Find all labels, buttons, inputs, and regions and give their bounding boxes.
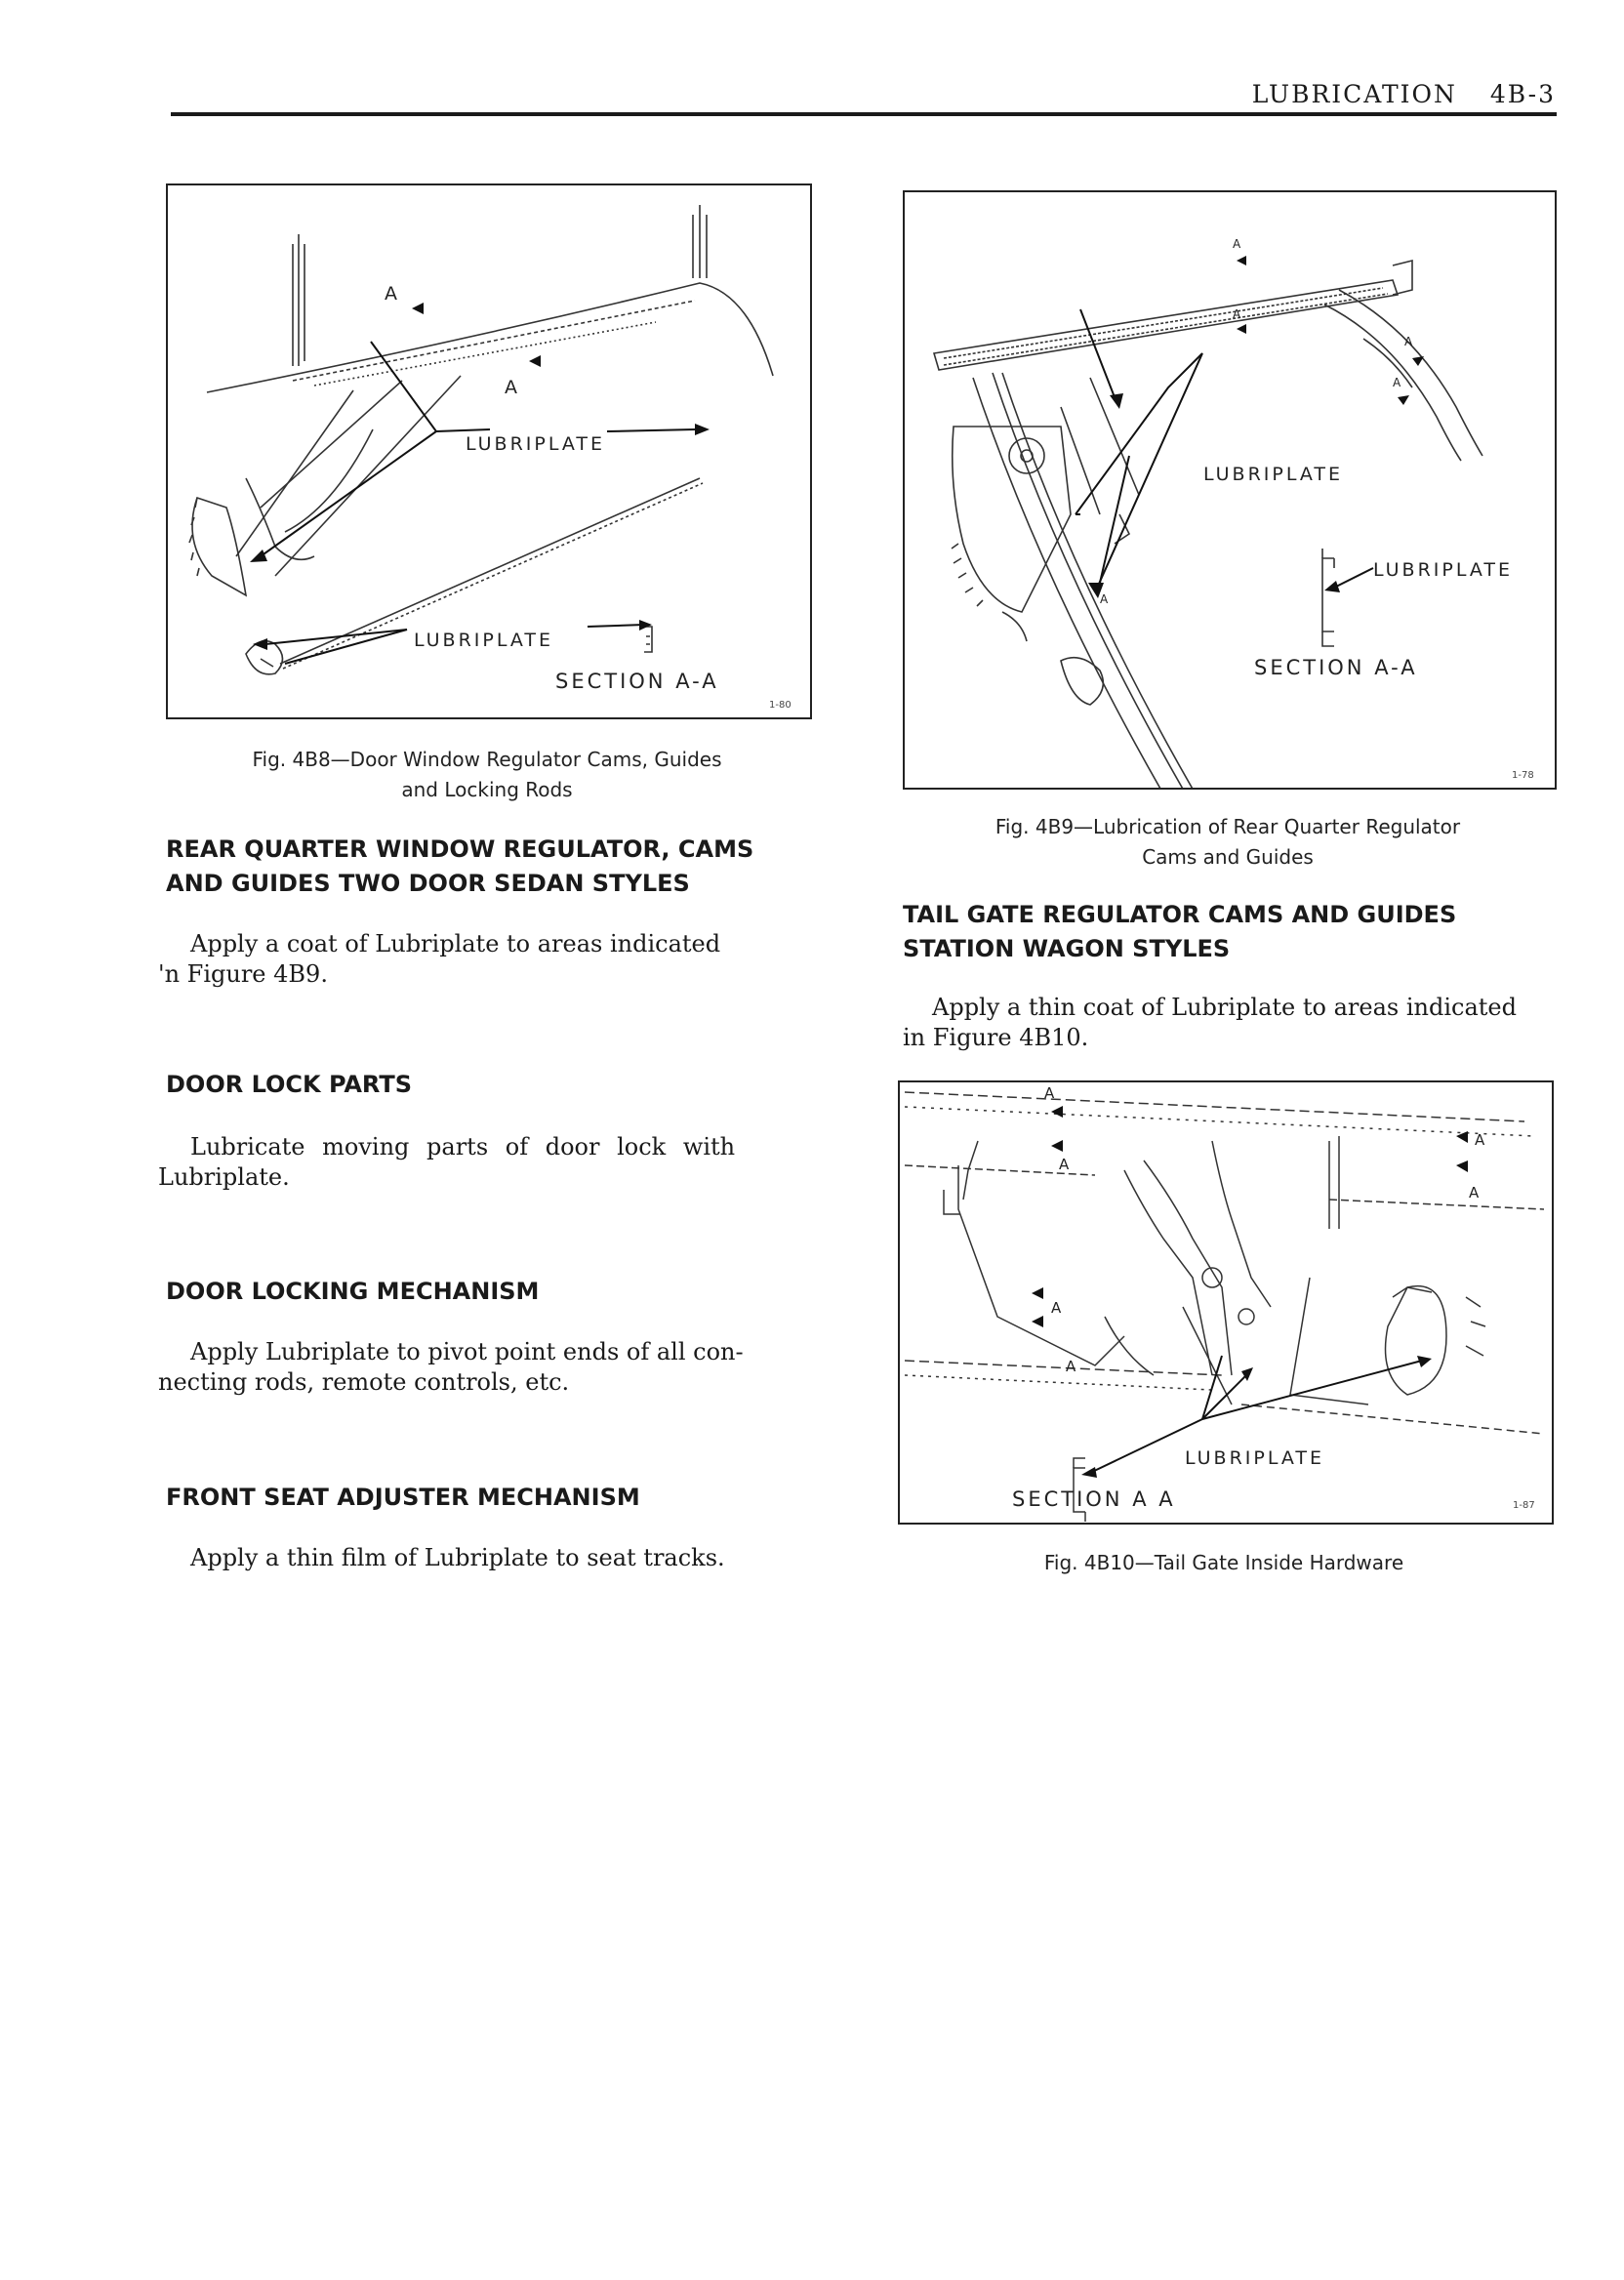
fig3-caption-line-1: Fig. 4B10—Tail Gate Inside Hardware: [1043, 1551, 1404, 1574]
fig3-label-a-6: A: [1066, 1358, 1079, 1375]
body-front-seat-line-1: Apply a thin film of Lubriplate to seat tracks.: [190, 1544, 725, 1571]
figure-4b9-caption: [903, 812, 1553, 873]
fig1-label-lubriplate-upper: LUBRIPLATE: [466, 433, 605, 455]
heading-rear-quarter-window: [166, 833, 753, 901]
fig1-caption-line-1: Fig. 4B8—Door Window Regulator Cams, Guides: [252, 748, 722, 771]
body-rear-quarter-line-2: 'n Figure 4B9.: [158, 960, 328, 988]
fig1-label-a-top: A: [385, 283, 400, 305]
figure-4b10-caption: [898, 1548, 1550, 1578]
header-rule: [171, 112, 1557, 116]
body-door-lock-parts: [158, 1132, 812, 1193]
body-tail-gate-line-1: Apply a thin coat of Lubriplate to areas indicated: [932, 994, 1517, 1021]
body-rear-quarter-line-1: Apply a coat of Lubriplate to areas indicated: [190, 930, 721, 957]
body-front-seat-adjuster: [158, 1543, 822, 1573]
page-number: 4B-3: [1489, 80, 1556, 108]
heading-tail-gate-line-2: STATION WAGON STYLES: [903, 935, 1231, 962]
fig3-code: 1-87: [1513, 1500, 1535, 1511]
heading-door-locking-mechanism-text: DOOR LOCKING MECHANISM: [166, 1278, 540, 1305]
figure-4b8-caption: [166, 745, 808, 805]
fig2-label-a-5: A: [1100, 592, 1112, 606]
fig3-label-a-1: A: [1044, 1084, 1058, 1102]
fig1-label-a-mid: A: [505, 377, 520, 398]
figure-4b9-drawing: [905, 192, 1555, 788]
body-rear-quarter-window: [158, 929, 812, 990]
fig3-label-lubriplate: LUBRIPLATE: [1185, 1447, 1324, 1469]
body-door-lock-parts-line-1: Lubricate moving parts of door lock with: [190, 1133, 736, 1160]
fig3-label-a-2: A: [1059, 1156, 1073, 1173]
figure-4b10: [898, 1080, 1554, 1525]
fig1-label-section: SECTION A-A: [555, 670, 719, 693]
fig2-caption-line-2: Cams and Guides: [1142, 845, 1314, 869]
figure-4b8: [166, 183, 812, 719]
body-door-locking-line-2: necting rods, remote controls, etc.: [158, 1368, 570, 1396]
heading-front-seat-adjuster: [166, 1481, 640, 1515]
fig2-code: 1-78: [1512, 770, 1534, 781]
heading-rear-quarter-line-2: AND GUIDES TWO DOOR SEDAN STYLES: [166, 870, 690, 897]
body-door-locking-line-1: Apply Lubriplate to pivot point ends of all con-: [190, 1338, 744, 1365]
heading-tail-gate-regulator: [903, 898, 1456, 966]
fig2-label-a-1: A: [1233, 237, 1244, 251]
heading-door-lock-parts-text: DOOR LOCK PARTS: [166, 1071, 412, 1098]
fig3-label-section: SECTION A A: [1012, 1487, 1176, 1511]
heading-front-seat-adjuster-text: FRONT SEAT ADJUSTER MECHANISM: [166, 1484, 640, 1511]
fig2-label-lubriplate-main: LUBRIPLATE: [1203, 464, 1343, 485]
body-tail-gate-line-2: in Figure 4B10.: [903, 1024, 1089, 1051]
heading-rear-quarter-line-1: REAR QUARTER WINDOW REGULATOR, CAMS: [166, 835, 754, 863]
fig2-label-a-2: A: [1233, 307, 1244, 321]
body-tail-gate-regulator: [903, 993, 1566, 1053]
fig2-label-a-4: A: [1393, 376, 1404, 389]
running-header: [1252, 80, 1556, 108]
fig3-label-a-3: A: [1475, 1131, 1488, 1149]
body-door-lock-parts-line-2: Lubriplate.: [158, 1163, 290, 1191]
fig2-label-lubriplate-section: LUBRIPLATE: [1373, 559, 1513, 581]
heading-door-locking-mechanism: [166, 1275, 539, 1309]
fig3-label-a-5: A: [1051, 1299, 1065, 1317]
heading-door-lock-parts: [166, 1068, 412, 1102]
fig1-label-lubriplate-lower: LUBRIPLATE: [414, 630, 553, 651]
fig2-label-a-3: A: [1404, 335, 1416, 348]
header-section-title: LUBRICATION: [1251, 80, 1457, 108]
fig2-caption-line-1: Fig. 4B9—Lubrication of Rear Quarter Regulator: [995, 815, 1461, 838]
fig1-code: 1-80: [769, 700, 792, 711]
figure-4b9: [903, 190, 1557, 790]
fig2-label-section: SECTION A-A: [1254, 656, 1418, 679]
body-door-locking-mechanism: [158, 1337, 812, 1398]
fig1-caption-line-2: and Locking Rods: [401, 778, 573, 801]
fig3-label-a-4: A: [1469, 1184, 1482, 1201]
heading-tail-gate-line-1: TAIL GATE REGULATOR CAMS AND GUIDES: [903, 901, 1457, 928]
